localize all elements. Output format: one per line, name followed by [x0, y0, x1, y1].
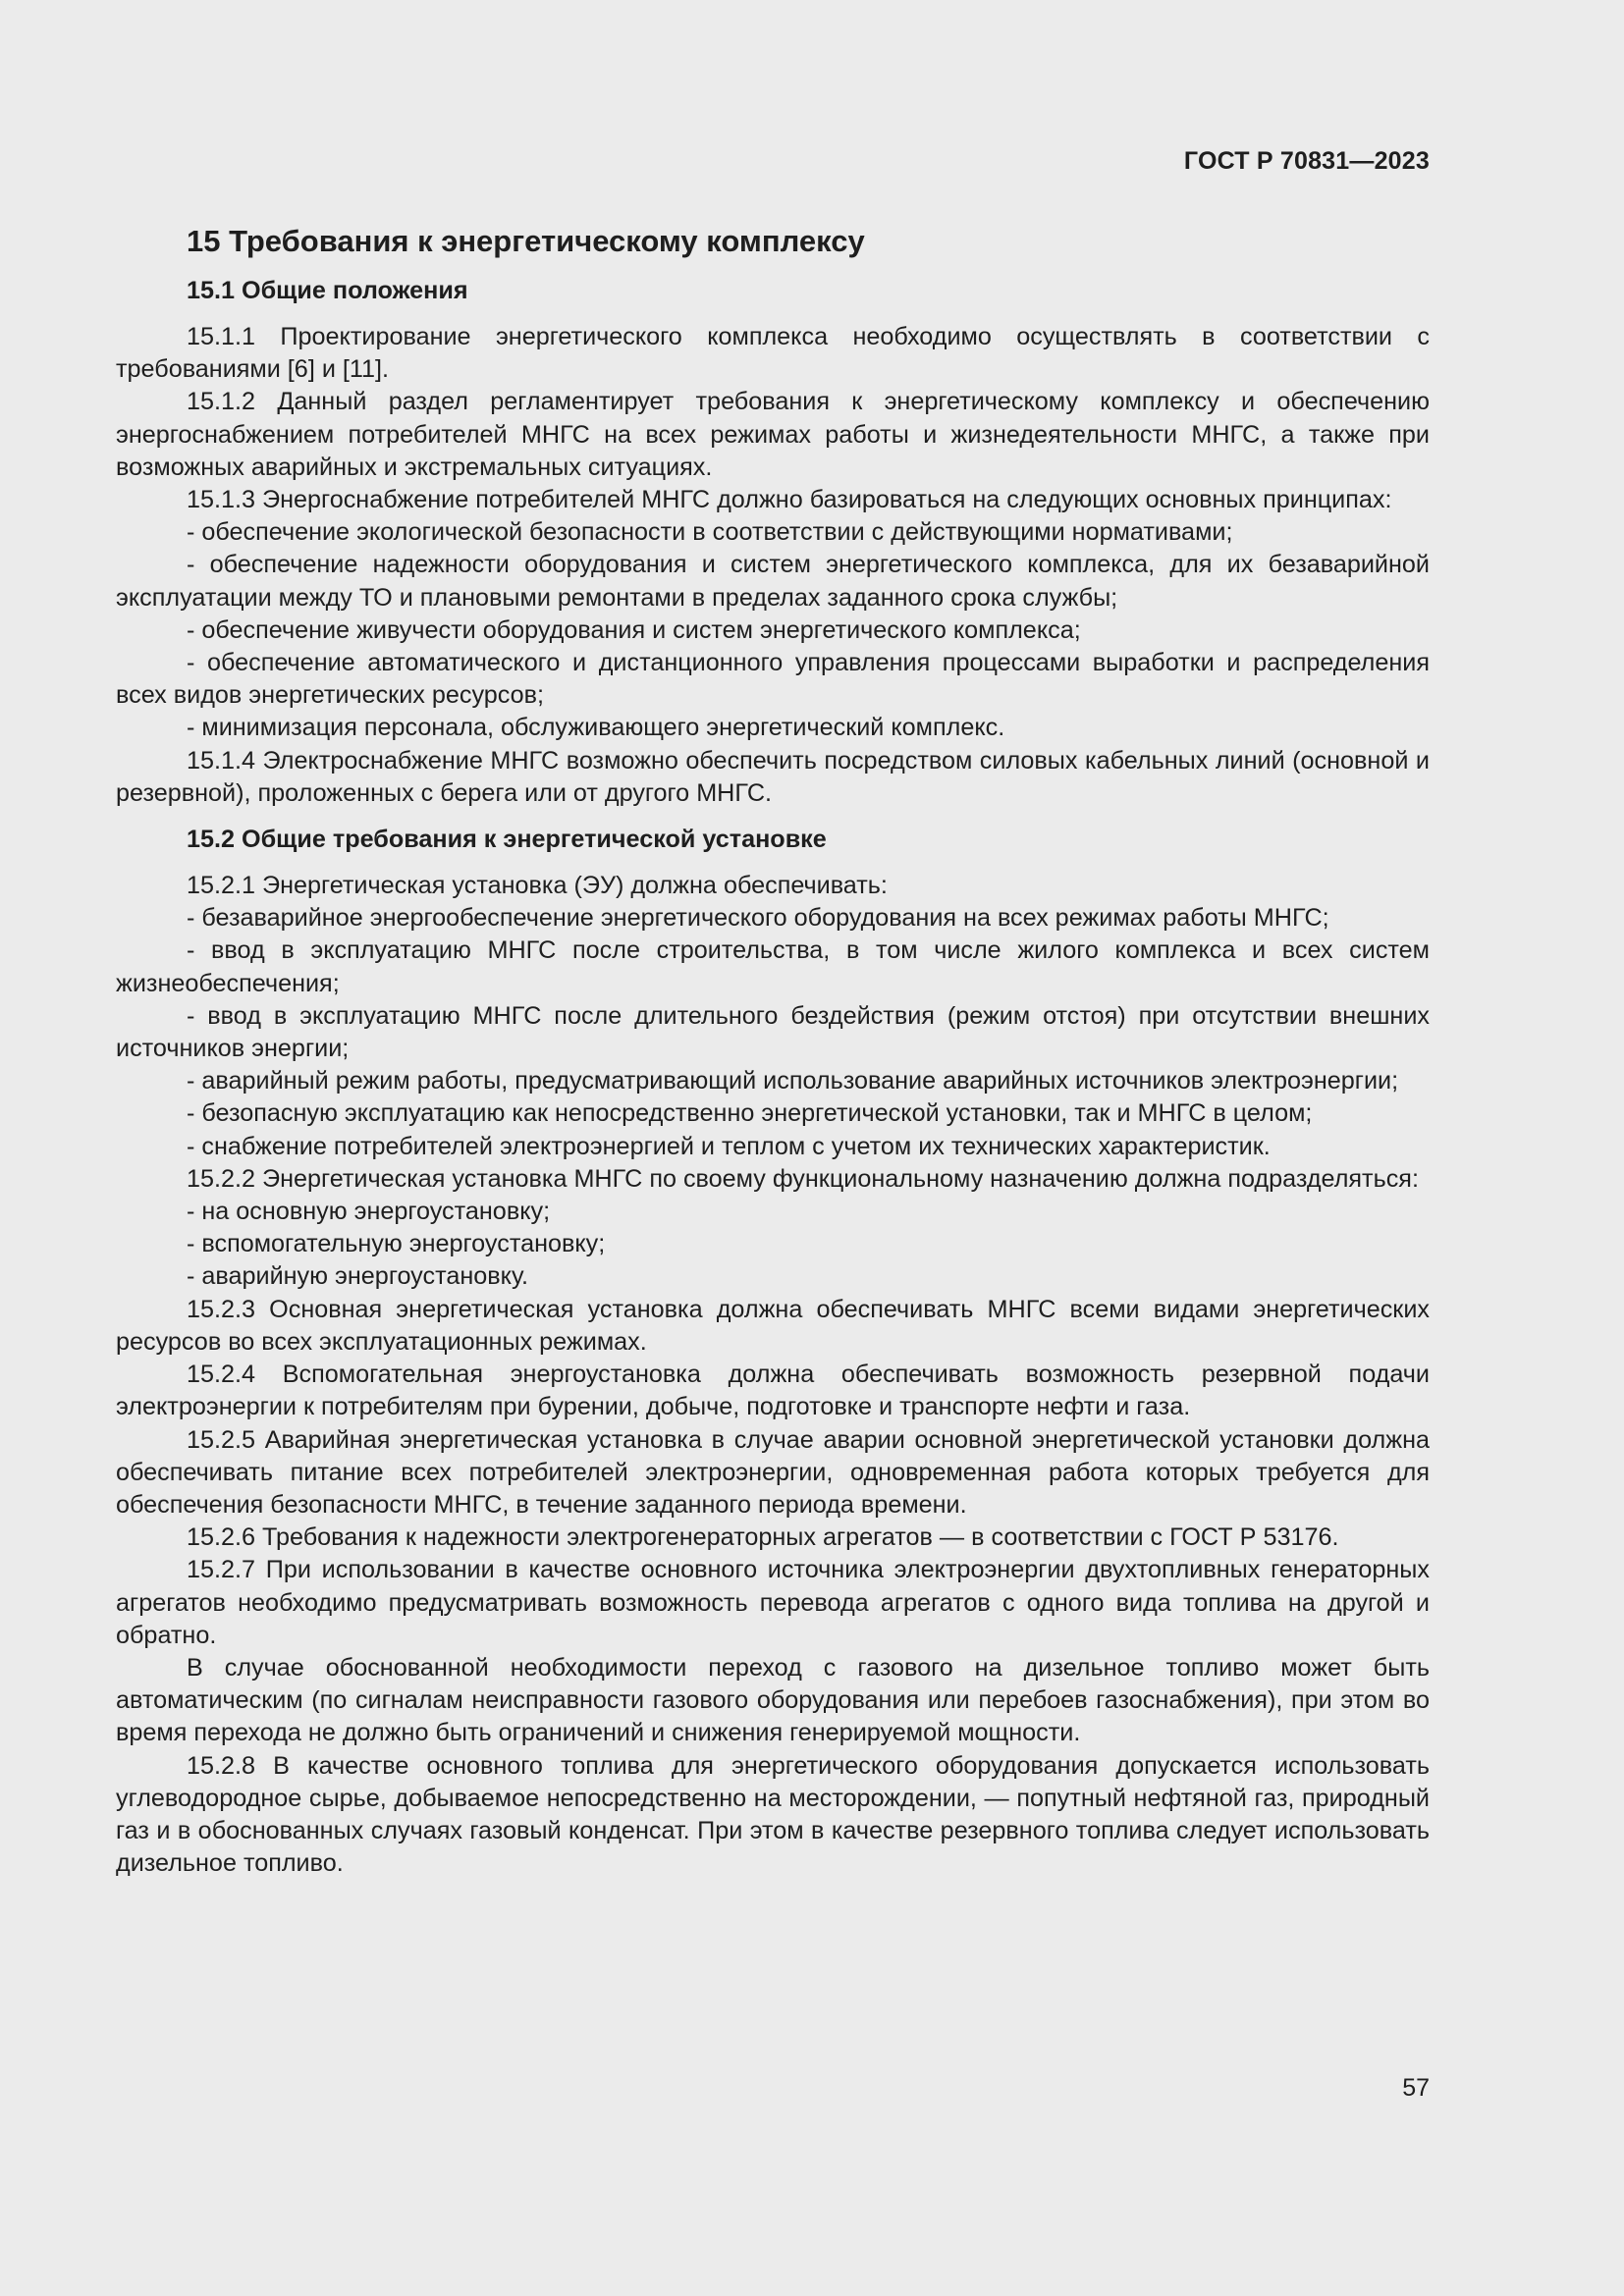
paragraph-15-2-1: 15.2.1 Энергетическая установка (ЭУ) должна обеспечивать: [187, 872, 888, 900]
list-item: - ввод в эксплуатацию МНГС после строительства, в том числе жилого комплекса и всех систем жизнеобеспечения; [116, 936, 1430, 997]
list-item: - минимизация персонала, обслуживающего энергетический комплекс. [187, 714, 1005, 742]
document-id-header: ГОСТ Р 70831—2023 [1183, 147, 1430, 175]
list-item: - безаварийное энергообеспечение энергетического оборудования на всех режимах работы МНГС; [187, 904, 1329, 933]
paragraph-15-2-8: 15.2.8 В качестве основного топлива для энергетического оборудования допускается использовать углеводородное сырье, добываемое непосредственно на месторождении, — попутный нефтяной газ, природный газ и в обоснованных случаях газовый конденсат. При этом в качестве резервного топлива следует использовать дизельное топливо. [116, 1751, 1430, 1878]
paragraph-15-2-5: 15.2.5 Аварийная энергетическая установка в случае аварии основной энергетической установки должна обеспечивать питание всех потребителей электроэнергии, одновременная работа которых требуется для обеспечения безопасности МНГС, в течение заданного периода времени. [116, 1425, 1430, 1519]
list-item: - аварийную энергоустановку. [187, 1262, 529, 1291]
subsection-title-15-2: 15.2 Общие требования к энергетической установке [187, 826, 827, 854]
list-item: - обеспечение живучести оборудования и систем энергетического комплекса; [187, 615, 1081, 644]
paragraph-15-1-4: 15.1.4 Электроснабжение МНГС возможно обеспечить посредством силовых кабельных линий (основной и резервной), проложенных с берега или от другого МНГС. [116, 746, 1430, 807]
list-item: - ввод в эксплуатацию МНГС после длительного бездействия (режим отстоя) при отсутствии внешних источников энергии; [116, 1001, 1430, 1063]
list-item: - обеспечение экологической безопасности в соответствии с действующими нормативами; [187, 518, 1233, 547]
subsection-title-15-1: 15.1 Общие положения [187, 277, 468, 304]
list-item: - снабжение потребителей электроэнергией и теплом с учетом их технических характеристик. [187, 1132, 1271, 1160]
paragraph-15-2-2: 15.2.2 Энергетическая установка МНГС по своему функциональному назначению должна подразделяться: [187, 1164, 1419, 1193]
page-number: 57 [1402, 2074, 1430, 2102]
paragraph-15-2-7-continued: В случае обоснованной необходимости переход с газового на дизельное топливо может быть автоматическим (по сигналам неисправности газового оборудования или перебоев газоснабжения), при этом во время перехода не должно быть ограничений и снижения генерируемой мощности. [116, 1653, 1430, 1747]
list-item: - на основную энергоустановку; [187, 1198, 551, 1226]
paragraph-15-1-3: 15.1.3 Энергоснабжение потребителей МНГС должно базироваться на следующих основных принципах: [187, 486, 1392, 514]
list-item: - аварийный режим работы, предусматривающий использование аварийных источников электроэнергии; [187, 1067, 1399, 1095]
list-item: - обеспечение автоматического и дистанционного управления процессами выработки и распределения всех видов энергетических ресурсов; [116, 649, 1430, 710]
section-title: 15 Требования к энергетическому комплексу [187, 224, 865, 258]
paragraph-15-2-4: 15.2.4 Вспомогательная энергоустановка должна обеспечивать возможность резервной подачи электроэнергии к потребителям при бурении, добыче, подготовке и транспорте нефти и газа. [116, 1361, 1430, 1421]
list-item: - вспомогательную энергоустановку; [187, 1230, 606, 1258]
document-body [116, 222, 1430, 1880]
list-item: - обеспечение надежности оборудования и систем энергетического комплекса, для их безаварийной эксплуатации между ТО и плановыми ремонтами в пределах заданного срока службы; [116, 551, 1430, 612]
paragraph-15-2-7: 15.2.7 При использовании в качестве основного источника электроэнергии двухтопливных генераторных агрегатов необходимо предусматривать возможность перевода агрегатов с одного вида топлива на другой и обратно. [116, 1556, 1430, 1649]
list-item: - безопасную эксплуатацию как непосредственно энергетической установки, так и МНГС в целом; [187, 1099, 1313, 1128]
paragraph-15-2-6: 15.2.6 Требования к надежности электрогенераторных агрегатов — в соответствии с ГОСТ Р 53176. [187, 1523, 1339, 1552]
document-page [116, 0, 1430, 2296]
paragraph-15-1-2: 15.1.2 Данный раздел регламентирует требования к энергетическому комплексу и обеспечению энергоснабжением потребителей МНГС на всех режимах работы и жизнедеятельности МНГС, а также при возможных аварийных и экстремальных ситуациях. [116, 388, 1430, 481]
paragraph-15-1-1: 15.1.1 Проектирование энергетического комплекса необходимо осуществлять в соответствии с требованиями [6] и [11]. [116, 323, 1430, 384]
paragraph-15-2-3: 15.2.3 Основная энергетическая установка должна обеспечивать МНГС всеми видами энергетических ресурсов во всех эксплуатационных режимах. [116, 1295, 1430, 1356]
